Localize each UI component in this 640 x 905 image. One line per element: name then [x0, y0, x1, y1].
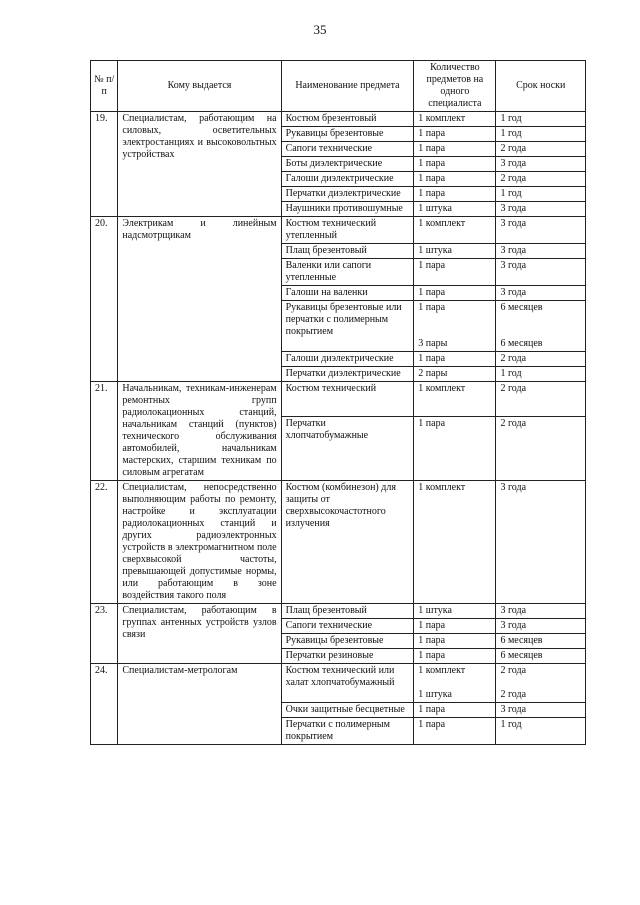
quantity-cell [414, 718, 496, 745]
item-cell: Сапоги технические [281, 142, 414, 157]
term-value: 3 года [500, 260, 527, 271]
term-value: 3 года [500, 482, 527, 493]
quantity-value: 1 пара [418, 143, 446, 154]
recipient-cell: Начальникам, техникам-инженерам ремонтных групп радиолокационных станций, начальникам станций (пунктов) технического обслуживания автомобилей, начальникам мастерских, старшим техникам по силовым агрегатам [118, 382, 281, 481]
term-cell [496, 367, 586, 382]
item-cell: Костюм (комбинезон) для защиты от сверхвысокочастотного излучения [281, 481, 414, 604]
quantity-value: 1 штука [418, 245, 452, 256]
quantity-value: 2 пары [418, 368, 448, 379]
quantity-cell [414, 142, 496, 157]
quantity-value: 1 комплект [418, 383, 466, 394]
item-cell: Наушники противошумные [281, 202, 414, 217]
spacer [500, 326, 581, 338]
term-cell [496, 417, 586, 481]
quantity-value: 1 пара [418, 287, 446, 298]
header-qty: Количество предметов на одного специалиста [414, 61, 496, 112]
quantity-value: 1 пара [418, 719, 446, 730]
term-value: 3 года [500, 605, 527, 616]
item-cell: Галоши диэлектрические [281, 172, 414, 187]
quantity-value-alt: 3 пары [418, 338, 448, 349]
item-cell: Очки защитные бесцветные [281, 703, 414, 718]
quantity-cell [414, 172, 496, 187]
recipient-cell: Специалистам, работающим на силовых, осветительных электростанциях и высоковольтных устройствах [118, 112, 281, 217]
quantity-cell [414, 259, 496, 286]
item-cell: Перчатки диэлектрические [281, 187, 414, 202]
term-cell [496, 634, 586, 649]
quantity-value: 1 пара [418, 260, 446, 271]
item-cell: Плащ брезентовый [281, 604, 414, 619]
quantity-cell [414, 703, 496, 718]
quantity-cell [414, 202, 496, 217]
term-value: 3 года [500, 245, 527, 256]
term-cell [496, 382, 586, 417]
recipient-cell: Специалистам, работающим в группах антенных устройств узлов связи [118, 604, 281, 664]
quantity-cell [414, 127, 496, 142]
quantity-value: 1 пара [418, 620, 446, 631]
quantity-value: 1 штука [418, 605, 452, 616]
clothing-norms-table [90, 60, 586, 745]
term-cell [496, 127, 586, 142]
term-value: 2 года [500, 173, 527, 184]
term-value: 1 год [500, 188, 522, 199]
spacer [418, 326, 491, 338]
recipient-cell: Электрикам и линейным надсмотрщикам [118, 217, 281, 382]
table-row [91, 112, 586, 127]
term-value: 3 года [500, 218, 527, 229]
quantity-cell [414, 634, 496, 649]
row-number: 20. [91, 217, 118, 382]
term-cell [496, 703, 586, 718]
quantity-cell [414, 157, 496, 172]
term-cell [496, 718, 586, 745]
term-cell [496, 202, 586, 217]
term-value: 6 месяцев [500, 302, 543, 313]
quantity-value: 1 комплект [418, 218, 466, 229]
header-item: Наименование предмета [281, 61, 414, 112]
header-num: № п/п [91, 61, 118, 112]
quantity-cell [414, 367, 496, 382]
quantity-cell [414, 352, 496, 367]
term-value: 6 месяцев [500, 650, 543, 661]
table-row [91, 217, 586, 244]
quantity-value: 1 пара [418, 173, 446, 184]
term-value: 3 года [500, 158, 527, 169]
item-cell: Перчатки с полимерным покрытием [281, 718, 414, 745]
header-who: Кому выдается [118, 61, 281, 112]
term-cell [496, 649, 586, 664]
quantity-value: 1 пара [418, 704, 446, 715]
item-cell: Боты диэлектрические [281, 157, 414, 172]
quantity-value: 1 пара [418, 302, 446, 313]
item-cell: Сапоги технические [281, 619, 414, 634]
recipient-cell: Специалистам, непосредственно выполняющим работы по ремонту, настройке и эксплуатации радиолокационных станций и других радиоэлектронных устройств в электромагнитном поле сверхвысокой частоты, превышающей допустимые нормы, или работающим в зоне воздействия такого поля [118, 481, 281, 604]
term-value: 2 года [500, 418, 527, 430]
term-cell [496, 142, 586, 157]
quantity-value: 1 пара [418, 188, 446, 199]
spacer [418, 314, 491, 326]
quantity-cell [414, 619, 496, 634]
spacer [418, 677, 491, 689]
item-cell: Перчатки резиновые [281, 649, 414, 664]
term-cell [496, 217, 586, 244]
table-header-row [91, 61, 586, 112]
quantity-cell [414, 112, 496, 127]
item-cell: Рукавицы брезентовые [281, 127, 414, 142]
row-number: 19. [91, 112, 118, 217]
quantity-cell [414, 286, 496, 301]
term-cell [496, 187, 586, 202]
term-value: 2 года [500, 143, 527, 154]
term-value: 3 года [500, 620, 527, 631]
item-cell: Валенки или сапоги утепленные [281, 259, 414, 286]
quantity-value: 1 штука [418, 203, 452, 214]
term-cell [496, 259, 586, 286]
table-row [91, 664, 586, 703]
term-cell [496, 481, 586, 604]
term-value: 2 года [500, 665, 527, 676]
term-cell [496, 604, 586, 619]
quantity-value: 1 пара [418, 635, 446, 646]
quantity-cell [414, 664, 496, 703]
term-value: 3 года [500, 203, 527, 214]
term-value: 1 год [500, 113, 522, 124]
item-cell: Костюм брезентовый [281, 112, 414, 127]
item-cell: Костюм технический утепленный [281, 217, 414, 244]
quantity-value: 1 пара [418, 128, 446, 139]
term-value: 3 года [500, 287, 527, 298]
quantity-value: 1 комплект [418, 665, 466, 676]
term-value: 1 год [500, 368, 522, 379]
row-number: 21. [91, 382, 118, 481]
quantity-cell [414, 481, 496, 604]
header-term: Срок носки [496, 61, 586, 112]
term-value-alt: 2 года [500, 689, 527, 700]
quantity-cell [414, 301, 496, 352]
table-row [91, 604, 586, 619]
spacer [500, 677, 581, 689]
quantity-cell [414, 244, 496, 259]
quantity-cell [414, 417, 496, 481]
term-cell [496, 172, 586, 187]
spacer [500, 314, 581, 326]
item-cell: Галоши диэлектрические [281, 352, 414, 367]
page-number: 35 [313, 22, 327, 37]
item-cell: Плащ брезентовый [281, 244, 414, 259]
recipient-cell: Специалистам-метрологам [118, 664, 281, 745]
term-value: 2 года [500, 383, 527, 394]
quantity-cell [414, 382, 496, 417]
quantity-cell [414, 604, 496, 619]
quantity-cell [414, 217, 496, 244]
item-cell: Перчатки хлопчатобумажные [281, 417, 414, 481]
term-value: 3 года [500, 704, 527, 715]
quantity-value: 1 пара [418, 418, 446, 430]
row-number: 24. [91, 664, 118, 745]
item-cell: Рукавицы брезентовые [281, 634, 414, 649]
item-cell: Рукавицы брезентовые или перчатки с полимерным покрытием [281, 301, 414, 352]
term-cell [496, 112, 586, 127]
row-number: 22. [91, 481, 118, 604]
term-cell [496, 301, 586, 352]
term-cell [496, 619, 586, 634]
quantity-value: 1 пара [418, 650, 446, 661]
term-value-alt: 6 месяцев [500, 338, 543, 349]
table-body [91, 112, 586, 745]
term-cell [496, 286, 586, 301]
term-cell [496, 244, 586, 259]
item-cell: Костюм технический [281, 382, 414, 417]
quantity-value: 1 пара [418, 158, 446, 169]
term-cell [496, 352, 586, 367]
row-number: 23. [91, 604, 118, 664]
item-cell: Перчатки диэлектрические [281, 367, 414, 382]
quantity-cell [414, 187, 496, 202]
item-cell: Костюм технический или халат хлопчатобумажный [281, 664, 414, 703]
table-row [91, 481, 586, 604]
quantity-value: 1 комплект [418, 482, 466, 493]
quantity-value-alt: 1 штука [418, 689, 452, 700]
table-row [91, 382, 586, 417]
quantity-cell [414, 649, 496, 664]
term-value: 1 год [500, 719, 522, 730]
term-cell [496, 157, 586, 172]
quantity-value: 1 пара [418, 353, 446, 364]
item-cell: Галоши на валенки [281, 286, 414, 301]
term-value: 1 год [500, 128, 522, 139]
term-value: 2 года [500, 353, 527, 364]
term-value: 6 месяцев [500, 635, 543, 646]
quantity-value: 1 комплект [418, 113, 466, 124]
term-cell [496, 664, 586, 703]
